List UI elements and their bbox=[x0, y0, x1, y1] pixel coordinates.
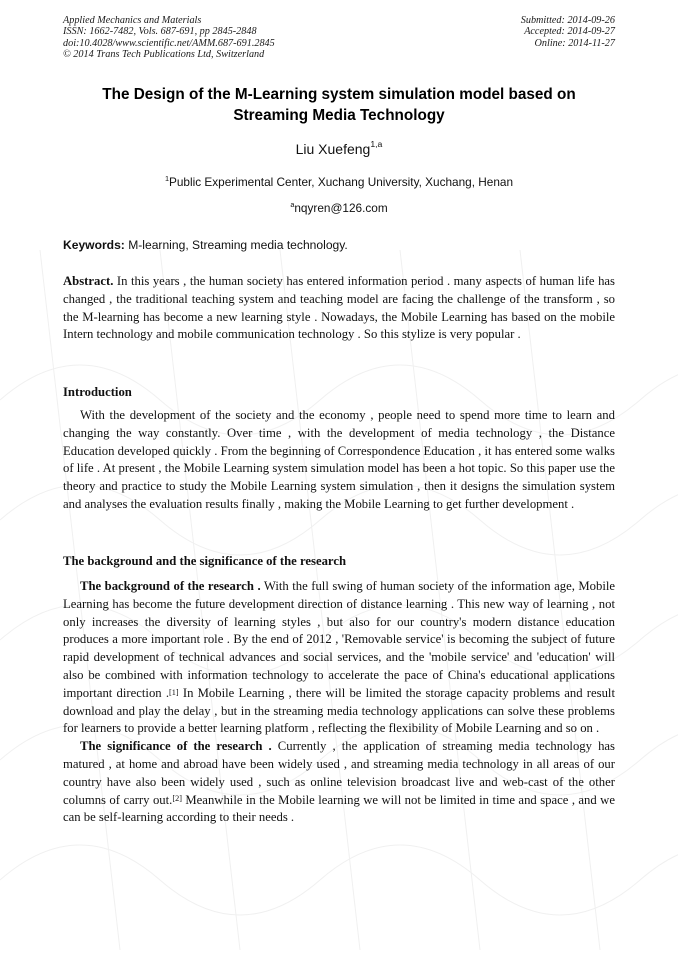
journal-name: Applied Mechanics and Materials bbox=[63, 15, 202, 26]
journal-header-left bbox=[63, 15, 275, 60]
affiliation-text: Public Experimental Center, Xuchang University, Xuchang, Henan bbox=[169, 175, 514, 189]
online-date: Online: 2014-11-27 bbox=[534, 37, 615, 49]
abstract-text: In this years , the human society has entered information period . many aspects of human life has changed , the traditional teaching system and teaching model are facing the challenge of the transform , so the M-learning has become a new learning style . Nowadays, the Mobile Learning has based on the mobile Intern technology and mobile communication technology . So this stylize is very popular . bbox=[63, 274, 615, 342]
title-line-2: Streaming Media Technology bbox=[233, 107, 445, 124]
significance-text-a: Currently , the application of streaming media technology has matured , at home and abroad have been widely used , and streaming media technology in all areas of our country have also been widely used , such as online television broadcast live and web-cast of the other columns of carry out. bbox=[63, 739, 615, 807]
citation-2: [2] bbox=[172, 794, 182, 804]
keywords-text: M-learning, Streaming media technology. bbox=[124, 238, 348, 252]
significance-text-b: Meanwhile in the Mobile learning we will not be limited in time and space , and we can be self-learning according to their needs . bbox=[63, 792, 615, 825]
background-text-b: In Mobile Learning , there will be limited the storage capacity problems and result download and play the delay , but in the streaming media technology applications can solve these problems for learners to provide a better learning platform , reflecting the flexibility of Mobile Learning and so on . bbox=[63, 685, 615, 736]
significance-paragraph bbox=[63, 738, 615, 827]
background-text-a: With the full swing of human society of the information age, Mobile Learning has become the future development direction of distance learning . This new way of learning , not only increases the diversity of learning styles , but also for our country's modern distance education produces a more important role . By the end of 2012 , 'Removable service' is becoming the subject of future rapid development of technical advances and social services, and the 'mobile service' and 'education' will also be combined with information technology to accelerate the pace of China's educational applications important direction . bbox=[63, 579, 616, 700]
email-superscript: a bbox=[290, 199, 295, 209]
copyright-line: © 2014 Trans Tech Publications Ltd, Switzerland bbox=[63, 48, 265, 60]
accepted-date: Accepted: 2014-09-27 bbox=[524, 26, 615, 38]
journal-header-right bbox=[521, 15, 615, 49]
submitted-date: Submitted: 2014-09-26 bbox=[520, 15, 615, 26]
email-line bbox=[63, 201, 615, 215]
issn-line: ISSN: 1662-7482, Vols. 687-691, pp 2845-2848 bbox=[63, 26, 257, 38]
author-line bbox=[63, 141, 615, 157]
title-line-1: The Design of the M-Learning system simulation model based on bbox=[102, 86, 576, 103]
paper-title bbox=[63, 84, 615, 126]
keywords-label: Keywords: bbox=[63, 238, 125, 252]
abstract-paragraph bbox=[63, 273, 615, 344]
abstract-label: Abstract. bbox=[63, 274, 114, 288]
citation-1: [1] bbox=[169, 687, 179, 697]
significance-label: The significance of the research . bbox=[80, 739, 272, 754]
doi-line: doi:10.4028/www.scientific.net/AMM.687-691.2845 bbox=[63, 37, 275, 49]
introduction-paragraph: With the development of the society and the economy , people need to spend more time to learn and changing the way constantly. Over time , with the development of media technology , the Distance Education developed quickly . From the beginning of Correspondence Education , it has entered some walks of life . At present , the Mobile Learning system simulation model has been a hot topic. So this paper use the theory and practice to study the Mobile Learning system simulation , then it designs the simulation system and analyses the evaluation results finally , making the Mobile Learning to get further development . bbox=[63, 408, 615, 511]
affiliation-line bbox=[63, 175, 615, 189]
background-label: The background of the research . bbox=[80, 579, 261, 593]
background-paragraph bbox=[63, 578, 615, 827]
author-superscript: 1,a bbox=[370, 139, 383, 150]
affiliation-superscript: 1 bbox=[164, 173, 169, 183]
background-section-heading: The background and the significance of the research bbox=[63, 554, 347, 568]
introduction-heading: Introduction bbox=[63, 385, 132, 399]
author-name: Liu Xuefeng bbox=[295, 141, 371, 157]
email-address: nqyren@126.com bbox=[294, 201, 388, 215]
keywords-line bbox=[63, 238, 615, 252]
